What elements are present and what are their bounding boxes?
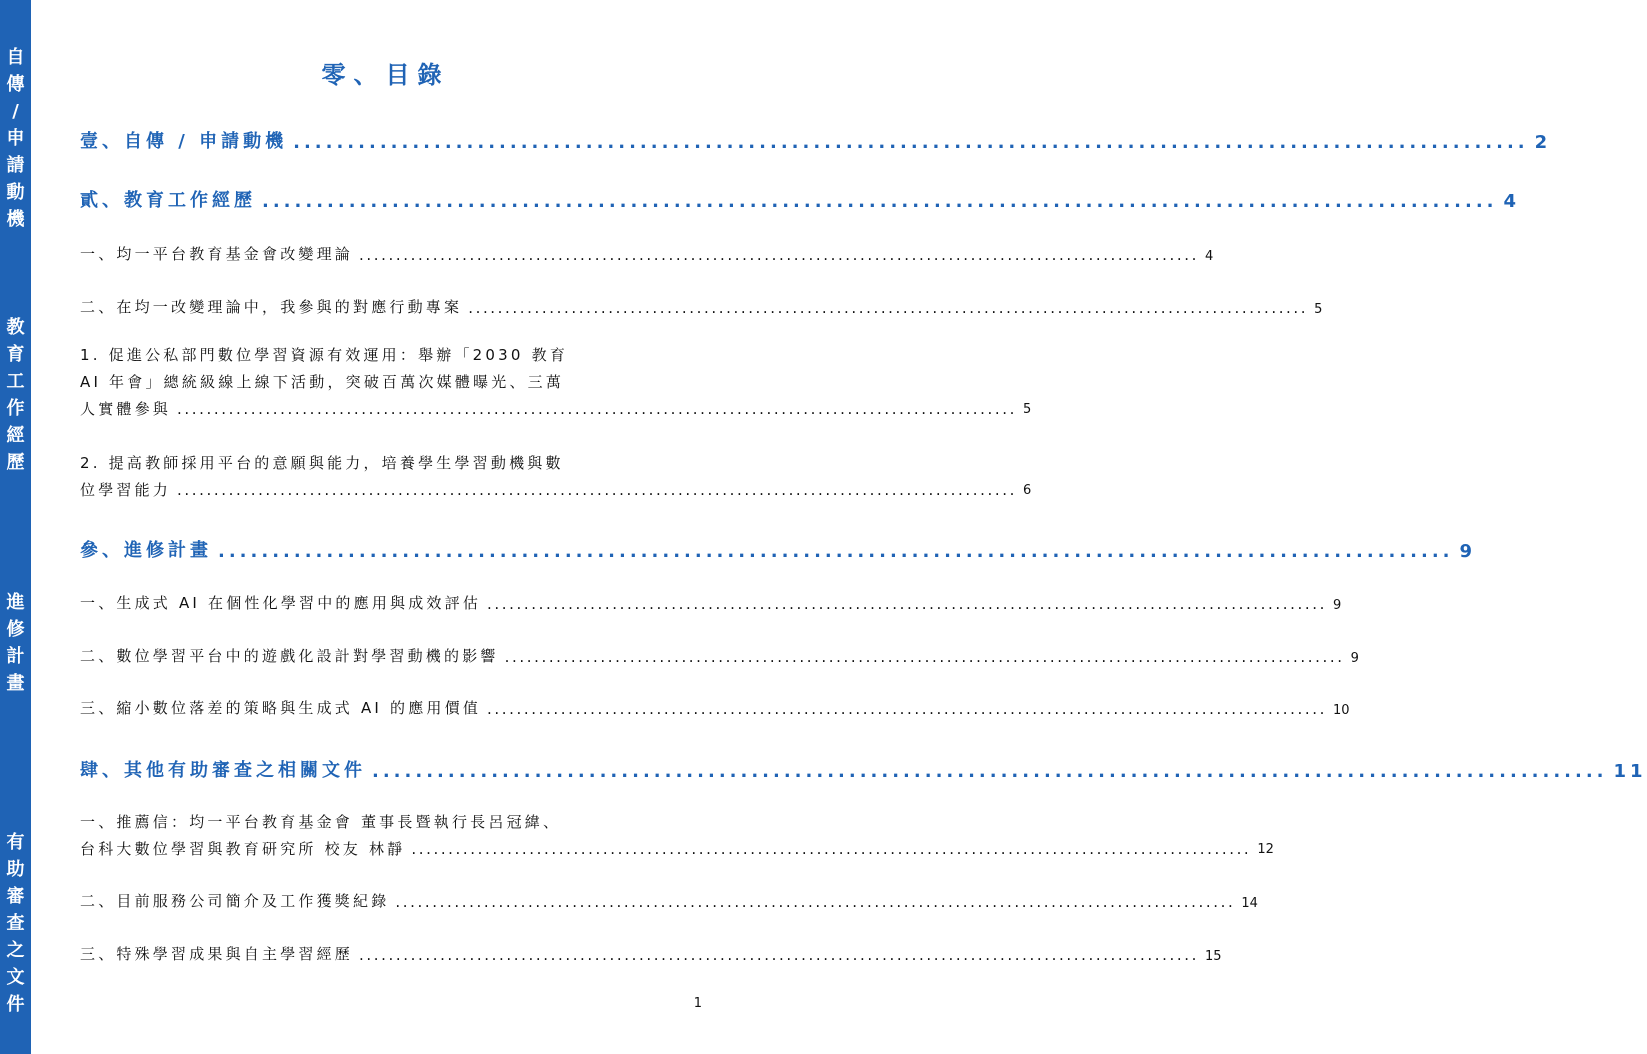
toc-page-number: 6 <box>1022 483 1032 498</box>
toc-entry-label-line-3: 人實體參與 <box>80 400 172 418</box>
toc-entry-section-4[interactable] <box>80 756 1647 782</box>
toc-entry-label: 三、特殊學習成果與自主學習經歷 <box>80 945 354 963</box>
toc-leader-dots: .................................................................................................................. <box>487 700 1327 718</box>
toc-entry-label-line-1: 一、推薦信：均一平台教育基金會 董事長暨執行長呂冠緯、 <box>80 813 562 831</box>
toc-page-number: 15 <box>1204 949 1222 964</box>
sidebar-label-autobiography: 自 傳 / 申 請 動 機 <box>6 47 25 230</box>
toc-entry-section-3[interactable] <box>80 536 1477 562</box>
toc-entry-4-2[interactable] <box>80 890 1258 911</box>
toc-leader-dots: .................................................................................................................. <box>218 541 1454 562</box>
sidebar-label-work-experience: 教 育 工 作 經 歷 <box>6 317 25 473</box>
toc-entry-label: 三、縮小數位落差的策略與生成式 AI 的應用價值 <box>80 699 482 717</box>
toc-page-number: 4 <box>1204 249 1214 264</box>
toc-page-number: 5 <box>1314 302 1323 317</box>
toc-entry-section-2[interactable] <box>80 186 1521 212</box>
toc-entry-4-1[interactable] <box>80 809 1274 863</box>
toc-leader-dots: .................................................................................................................. <box>262 191 1498 212</box>
toc-entry-section-1[interactable] <box>80 127 1552 153</box>
toc-leader-dots: .................................................................................................................. <box>504 648 1345 666</box>
toc-leader-dots: .................................................................................................................. <box>411 840 1252 858</box>
toc-entry-2-1[interactable] <box>80 243 1214 264</box>
toc-entry-4-3[interactable] <box>80 943 1222 964</box>
toc-entry-2-2[interactable] <box>80 296 1323 317</box>
toc-leader-dots: .................................................................................................................. <box>487 595 1327 613</box>
toc-entry-label: 一、生成式 AI 在個性化學習中的應用與成效評估 <box>80 594 482 612</box>
toc-leader-dots: .................................................................................................................. <box>359 946 1199 964</box>
toc-entry-label-line-1: 2. 提高教師採用平台的意願與能力，培養學生學習動機與數 <box>80 454 564 472</box>
toc-entry-3-1[interactable] <box>80 592 1342 613</box>
toc-page-number: 11 <box>1613 761 1647 782</box>
toc-entry-3-3[interactable] <box>80 697 1350 718</box>
sidebar <box>0 0 31 1054</box>
toc-page-number: 9 <box>1459 541 1477 562</box>
toc-leader-dots: .................................................................................................................. <box>177 481 1017 499</box>
toc-entry-label: 二、數位學習平台中的遊戲化設計對學習動機的影響 <box>80 647 499 665</box>
toc-leader-dots: .................................................................................................................. <box>468 299 1309 317</box>
toc-entry-3-2[interactable] <box>80 645 1359 666</box>
toc-entry-2-2-2[interactable] <box>80 450 1032 504</box>
toc-leader-dots: .................................................................................................................. <box>177 400 1017 418</box>
toc-page-number: 9 <box>1333 598 1342 613</box>
page-title: 零、目錄 <box>321 61 450 89</box>
toc-entry-label: 肆、其他有助審查之相關文件 <box>80 760 366 781</box>
toc-page-number: 10 <box>1333 703 1350 718</box>
sidebar-label-supporting-documents: 有 助 審 查 之 文 件 <box>6 832 25 1015</box>
toc-leader-dots: .................................................................................................................. <box>359 246 1199 264</box>
toc-entry-label: 壹、自傳 / 申請動機 <box>80 131 288 152</box>
toc-entry-label-line-2: 台科大數位學習與教育研究所 校友 林靜 <box>80 840 406 858</box>
toc-entry-label-line-1: 1. 促進公私部門數位學習資源有效運用：舉辦「2030 教育 <box>80 346 569 364</box>
toc-page-number: 12 <box>1257 842 1274 857</box>
page-number: 1 <box>693 996 702 1011</box>
toc-entry-label: 二、目前服務公司簡介及工作獲獎紀錄 <box>80 892 390 910</box>
toc-page-number: 4 <box>1503 191 1521 212</box>
toc-entry-label: 貳、教育工作經歷 <box>80 190 256 211</box>
toc-page-number: 5 <box>1022 402 1032 417</box>
toc-leader-dots: .................................................................................................................. <box>395 893 1236 911</box>
toc-leader-dots: .................................................................................................................. <box>293 132 1529 153</box>
toc-entry-label: 參、進修計畫 <box>80 540 212 561</box>
toc-entry-label-line-2: 位學習能力 <box>80 481 172 499</box>
toc-page-number: 14 <box>1241 896 1258 911</box>
toc-entry-label: 一、均一平台教育基金會改變理論 <box>80 245 354 263</box>
toc-entry-2-2-1[interactable] <box>80 342 1032 423</box>
toc-leader-dots: .................................................................................................................. <box>372 761 1608 782</box>
toc-entry-label: 二、在均一改變理論中，我參與的對應行動專案 <box>80 298 463 316</box>
toc-page-number: 2 <box>1534 132 1552 153</box>
toc-entry-label-line-2: AI 年會」總統級線上線下活動，突破百萬次媒體曝光、三萬 <box>80 373 565 391</box>
toc-page-number: 9 <box>1350 651 1359 666</box>
sidebar-label-study-plan: 進 修 計 畫 <box>6 592 25 694</box>
